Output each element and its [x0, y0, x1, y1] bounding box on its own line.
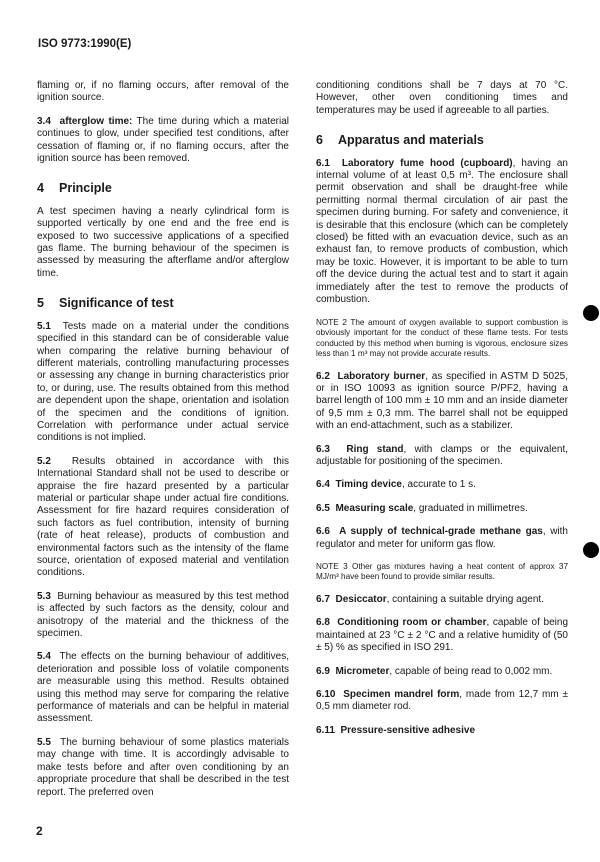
clause-number: 5.3: [37, 590, 51, 602]
clause-6-7: [316, 594, 568, 606]
clause-number: 5.5: [37, 736, 51, 748]
clause-6-1: [316, 158, 568, 307]
clause-text: Results obtained in accordance with this International Standard shall not be used to describe or appraise the fire hazard presented by a particular material or particular shape under actual fire conditions. Assessment for fire hazard requires consideration of such factors as fuel contribution, intensity of burning (rate of heat release), products of combustion and environmental factors such as the intensity of the flame source, orientation of exposed material and ventilation conditions.: [37, 455, 289, 579]
binder-hole-mark: [583, 542, 599, 558]
left-column: [37, 80, 289, 810]
right-column: [316, 80, 568, 748]
clause-6-11: [316, 725, 568, 737]
clause-term: Laboratory burner: [337, 370, 426, 382]
clause-number: 6.6: [316, 526, 330, 538]
clause-5-1: [37, 321, 289, 445]
clause-text: , with clamps or the equivalent, adjustable for positioning of the specimen.: [316, 443, 569, 467]
section-title: Apparatus and materials: [338, 133, 484, 148]
clause-number: 6.11: [316, 724, 335, 736]
clause-term: Micrometer: [335, 665, 390, 677]
section-number: 5: [37, 296, 44, 311]
clause-5-3: [37, 591, 289, 641]
clause-6-2: [316, 371, 568, 433]
clause-3-4: [37, 116, 289, 166]
clause-number: 5.2: [37, 455, 51, 467]
clause-text: , capable of being maintained at 23 °C ± 2 °C and a relative humidity of (50 ± 5) % as specified in ISO 291.: [316, 617, 569, 654]
clause-number: 6.2: [316, 370, 330, 382]
clause-6-8: [316, 617, 568, 654]
clause-6-3: [316, 444, 568, 469]
binder-hole-mark: [583, 305, 599, 321]
section-heading-principle: [37, 182, 289, 194]
clause-5-5: [37, 737, 289, 799]
clause-term: Pressure-sensitive adhesive: [340, 724, 476, 736]
clause-text: , graduated in millimetres.: [413, 502, 528, 514]
clause-text: Tests made on a material under the conditions specified in this standard can be of considerable value when comparing the relative burning behaviour of different materials, controlling manufacturing processes or assessing any change in burning characteristics prior to, or during, use. The results obtained from this method are dependent upon the shape, orientation and isolation of the specimen and the conditions of ignition. Correlation with performance under actual service conditions is not implied.: [37, 320, 290, 444]
clause-6-4: [316, 479, 568, 491]
clause-6-5: [316, 503, 568, 515]
clause-term: Measuring scale: [335, 502, 414, 514]
clause-text: Burning behaviour as measured by this test method is affected by such factors as the density, colour and anisotropy of the material and the thickness of the specimen.: [37, 590, 289, 640]
clause-number: 6.5: [316, 502, 330, 514]
clause-number: 6.10: [316, 689, 336, 700]
clause-term: Ring stand: [346, 443, 404, 455]
clause-term: Conditioning room or chamber: [337, 617, 487, 629]
clause-text: , with regulator and meter for uniform gas flow.: [316, 526, 568, 550]
clause-number: 6.4: [316, 479, 330, 491]
clause-term: A supply of technical-grade methane gas: [339, 526, 543, 538]
clause-number: 6.3: [316, 443, 330, 455]
clause-term: Desiccator: [335, 593, 387, 605]
clause-text: The burning behaviour of some plastics materials may change with time. It is accordingly advisable to make tests before and after oven conditioning by an appropriate procedure that shall be described in the test report. The preferred oven: [37, 736, 289, 798]
paragraph-conditioning: conditioning conditions shall be 7 days at 70 °C. However, other oven conditioning times and temperatures may be used if agreeable to all parties.: [316, 80, 568, 116]
clause-number: 6.8: [316, 617, 330, 629]
clause-text: , as specified in ASTM D 5025, or in ISO 10093 as ignition source P/PF2, having a barrel length of 100 mm ± 10 mm and an inside diameter of 9,5 mm ± 0,3 mm. The barrel shall not be equipped with an end-attachment, such as a stabilizer.: [316, 370, 569, 432]
paragraph-principle: A test specimen having a nearly cylindrical form is supported vertically by one end and the free end is exposed to two successive applications of a specified gas flame. The burning behaviour of the specimen is assessed by measuring the afterflame and/or afterglow time.: [37, 205, 289, 279]
clause-term: afterglow time:: [59, 115, 133, 127]
clause-text: , having an internal volume of at least 0,5 m³. The enclosure shall permit observation and shall be draught-free while permitting normal thermal circulation of air past the specimen during burning. For safety and convenience, it is desirable that this enclosure (which can be completely closed) be fitted with an evacuation device, such as an exhaust fan, to remove products of combustion, which may be toxic. However, it is important to be able to turn off the device during the actual test and to start it again immediately after the test to remove the products of combustion.: [316, 157, 568, 306]
clause-text: , made from 12,7 mm ± 0,5 mm diameter rod.: [316, 689, 569, 713]
clause-term: Timing device: [335, 479, 402, 491]
note-2: NOTE 2 The amount of oxygen available to support combustion is obviously important for the conduct of these flame tests. For tests conducted by this method when burning is vigorous, enclosure sizes less than 1 m³ may not provide accurate results.: [316, 317, 568, 358]
clause-text: The effects on the burning behaviour of additives, deterioration and possible loss of volatile components are measurable using this method. Results obtained using this method may serve for comparing the relative performance of materials and can be helpful in material assessment.: [37, 651, 289, 725]
section-title: Significance of test: [59, 296, 174, 311]
clause-6-6: [316, 526, 568, 551]
section-title: Principle: [59, 181, 112, 196]
clause-number: 5.1: [37, 320, 51, 332]
note-3: NOTE 3 Other gas mixtures having a heat content of approx 37 MJ/m³ have been found to provide similar results.: [316, 561, 568, 582]
clause-number: 5.4: [37, 651, 51, 663]
clause-text: , containing a suitable drying agent.: [386, 593, 544, 605]
clause-number: 6.1: [316, 157, 330, 169]
page-number: 2: [36, 824, 43, 838]
clause-text: The time during which a material continues to glow, under specified test conditions, after cessation of flaming or, if no flaming occurs, after the ignition source has been removed.: [37, 115, 289, 165]
document-header: ISO 9773:1990(E): [38, 38, 132, 50]
section-heading-apparatus: [316, 134, 568, 146]
clause-text: , capable of being read to 0,002 mm.: [389, 665, 553, 677]
paragraph-flaming: flaming or, if no flaming occurs, after removal of the ignition source.: [37, 80, 289, 104]
section-number: 4: [37, 181, 44, 196]
section-number: 6: [316, 133, 323, 148]
clause-5-2: [37, 456, 289, 580]
clause-term: Specimen mandrel form: [343, 689, 460, 700]
clause-5-4: [37, 651, 289, 725]
section-heading-significance: [37, 297, 289, 309]
clause-number: 6.9: [316, 665, 330, 677]
clause-6-10: [316, 689, 568, 714]
clause-text: , accurate to 1 s.: [401, 479, 476, 491]
clause-number: 6.7: [316, 593, 330, 605]
clause-6-9: [316, 666, 568, 678]
clause-term: Laboratory fume hood (cupboard): [341, 157, 513, 169]
clause-number: 3.4: [37, 115, 51, 127]
